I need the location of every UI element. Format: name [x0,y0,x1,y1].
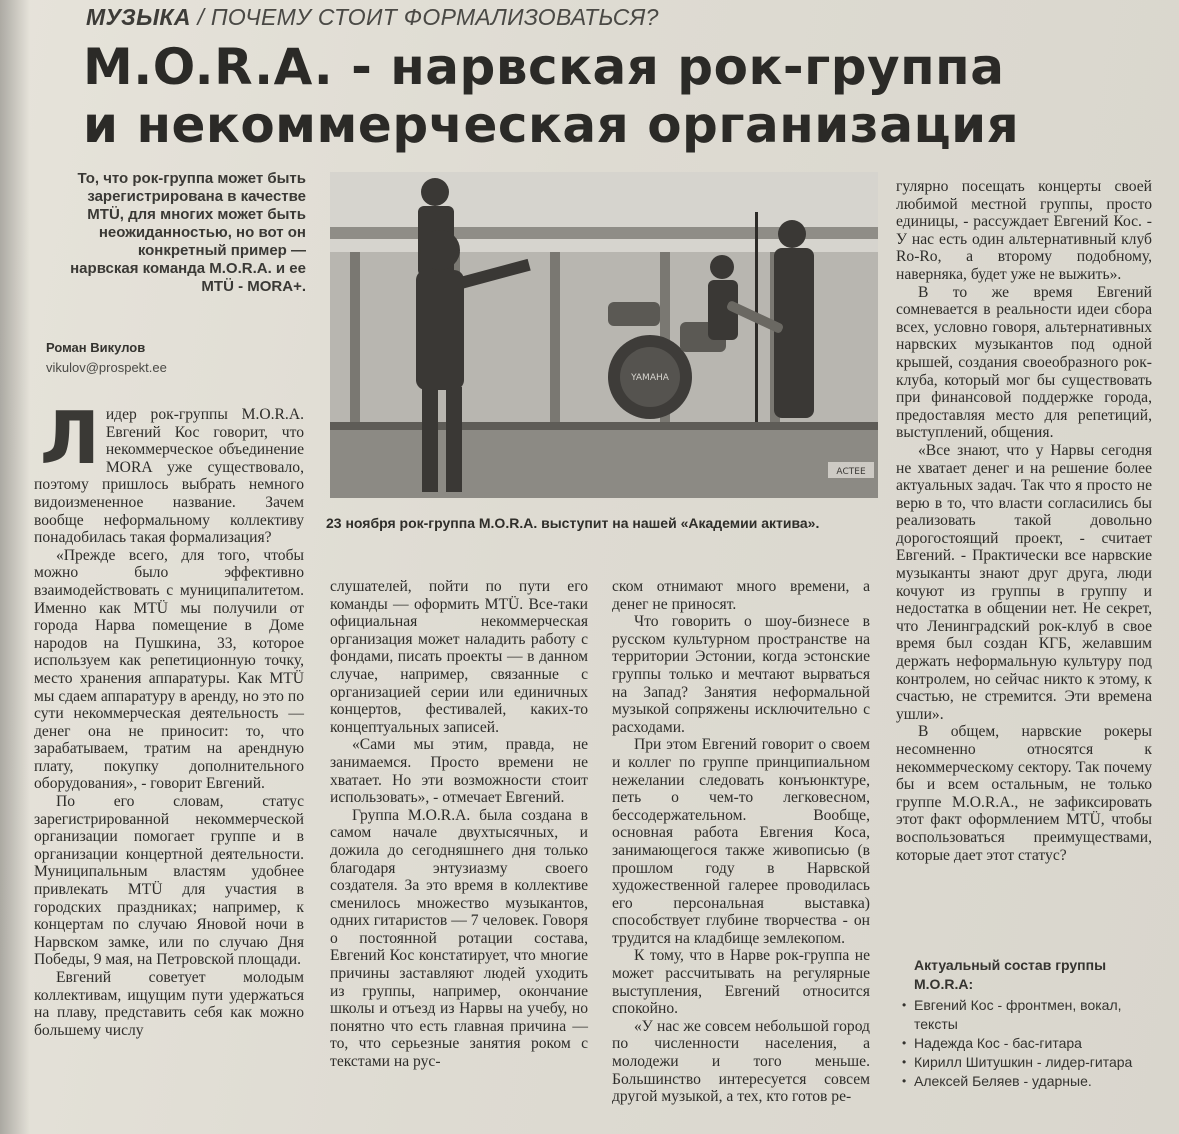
lineup-member: • Алексей Беляев - ударные. [900,1072,1150,1091]
article-lead: То, что рок-группа может быть зарегистрирована в качестве MTÜ, для многих может быть неожиданностью, но вот он конкретный пример — нарвская команда M.O.R.A. и ее MTÜ - MORA+. [70,170,306,295]
rubric [86,4,659,38]
lineup-member: • Евгений Кос - фронтмен, вокал, тексты [900,996,1150,1034]
paragraph: При этом Евгений говорит о своем и коллег по группе принципиальном нежелании следовать конъюнктуре, петь о чем-то легковесном, бессодержательном. Вообще, основная работа Евгения Коса, занимающегося также живописью (в прошлом году в Нарвской художественной галерее проводилась его персональная выставка) способствует глубине творчества - он трудится на кладбище землекопом. [612,736,870,947]
headline-line-2: и некоммерческая организация [83,96,1020,154]
photo-watermark: АСТЕЕ [836,467,866,477]
paragraph: слушателей, пойти по пути его команды — оформить MTÜ. Все-таки официальная некоммерческая организация может наладить работу с фондами, писать проекты — в данном случае, например, связанные с организацией серии или единичных концертов, фестивалей, каких-то концептуальных записей. [330,578,588,736]
paragraph: Евгений советует молодым коллективам, ищущим пути удержаться на плаву, представить себя как можно большему числу [34,969,304,1039]
band-lineup-box [900,956,1150,1091]
article-column-2 [330,578,588,1071]
paragraph: Группа M.O.R.A. была создана в самом начале двухтысячных, и дожила до сегодняшнего дня только благодаря энтузиазму своего создателя. За это время в коллективе сменилось множество музыкантов, одних гитаристов — 7 человек. Говоря о постоянной ротации состава, Евгений Кос констатирует, что многие причины заставляют людей уходить из группы, например, окончание школы и отъезд из Нарвы на учебу, но понятно что есть главная причина — то, что серьезные занятия роком с текстами на рус- [330,806,588,1071]
paragraph: Что говорить о шоу-бизнесе в русском культурном пространстве на территории Эстонии, когда эстонские группы только и мечтают вырваться на Запад? Занятия неформальной музыкой сопряжены исключительно с расходами. [612,613,870,736]
paragraph: «Сами мы этим, правда, не занимаемся. Просто времени не хватает. Но эти возможности стоит использовать», - отмечает Евгений. [330,736,588,807]
lineup-member: • Надежда Кос - бас-гитара [900,1034,1150,1053]
paragraph: К тому, что в Нарве рок-группа не может рассчитывать на регулярные выступления, Евгений относится спокойно. [612,947,870,1018]
rubric-section: МУЗЫКА [86,4,191,30]
paragraph: В то же время Евгений сомневается в реальности идеи сбора всех, условно говоря, альтернативных нарвских музыкантов под одной крышей, создания своеобразного рок-клуба, который мог бы существовать при финансовой поддержке города, предоставляя место для репетиций, выступлений, общения. [896,283,1152,442]
article-column-1 [34,396,304,1039]
author-block [46,338,296,378]
paragraph: ском отнимают много времени, а денег не приносят. [612,578,870,613]
paragraph: В общем, нарвские рокеры несомненно относятся к некоммерческому сектору. Так почему бы и всем остальным, не только группе M.O.R.A., не зафиксировать этот факт оформлением MTÜ, чтобы воспользоваться преимуществами, которые дает этот статус? [896,723,1152,864]
photo-caption: 23 ноября рок-группа M.O.R.A. выступит на нашей «Академии актива». [326,515,820,531]
author-email: vikulov@prospekt.ee [46,360,167,375]
concert-photo [330,172,878,498]
paragraph: идер рок-группы M.O.R.A. Евгений Кос говорит, что некоммерческое объединение MORA уже существовало, поэтому пришлось выбрать немного видоизмененное название. Зачем вообще неформальному коллективу понадобилась такая формализация? [34,406,304,547]
page-fold-shadow [0,0,30,1134]
drum-brand-text: YAMAHA [631,373,669,383]
paragraph: гулярно посещать концерты своей любимой местной группы, просто единицы, - рассуждает Евгений Кос. - У нас есть один альтернативный клуб Ro-Ro, а второму подобному, наверняка, будет уже не выжить». [896,178,1152,283]
paragraph: «Все знают, что у Нарвы сегодня не хватает денег и на решение более актуальных задач. Так что я просто не верю в то, что власти согласились бы реализовать такой довольно дорогостоящий проект, - считает Евгений. - Практически все нарвские музыканты знают друг друга, люди кочуют из группы в группу и недостатка в общении нет. Не секрет, что Ленинградский рок-клуб в свое время был создан КГБ, желавшим держать неформальную культуру под контролем, но сейчас никто к этому, к счастью, не стремится. Эти времена ушли». [896,441,1152,723]
headline-line-1: M.O.R.A. - нарвская рок-группа [83,38,1005,96]
author-name: Роман Викулов [46,340,146,355]
article-headline [83,38,1143,154]
concert-photo-illustration [330,172,878,498]
lineup-list [900,996,1150,1091]
paragraph: «Прежде всего, для того, чтобы можно было эффективно взаимодействовать с муниципалитетом. Именно как MTÜ мы получили от города Нарва помещение в Доме народов на Пушкина, 33, которое используем как репетиционную точку, место хранения аппаратуры. Как MTÜ мы сдаем аппаратуру в аренду, но это по сути некоммерческая деятельность — денег она не приносит: то, что зарабатываем, тратим на арендную плату, покупку дополнительного оборудования», - говорит Евгений. [34,546,304,793]
rubric-subtitle: / ПОЧЕМУ СТОИТ ФОРМАЛИЗОВАТЬСЯ? [197,4,659,30]
lineup-title: Актуальный состав группы M.O.R.A: [914,957,1107,992]
drop-cap: Л [40,396,100,480]
paragraph: «У нас же совсем небольшой город по численности населения, а молодежи и того меньше. Большинство интересуется совсем другой музыкой, а тех, кто готов ре- [612,1017,870,1106]
article-column-4 [896,178,1152,864]
lineup-member: • Кирилл Шитушкин - лидер-гитара [900,1053,1150,1072]
paragraph: По его словам, статус зарегистрированной некоммерческой организации помогает группе и в организации концертной деятельности. Муниципальным властям удобнее привлекать MTÜ для участия в городских праздниках; например, к концертам по случаю Яновой ночи в Нарвском замке, или по случаю Дня Победы, 9 мая, на Петровской площади. [34,793,304,969]
article-column-3 [612,578,870,1106]
